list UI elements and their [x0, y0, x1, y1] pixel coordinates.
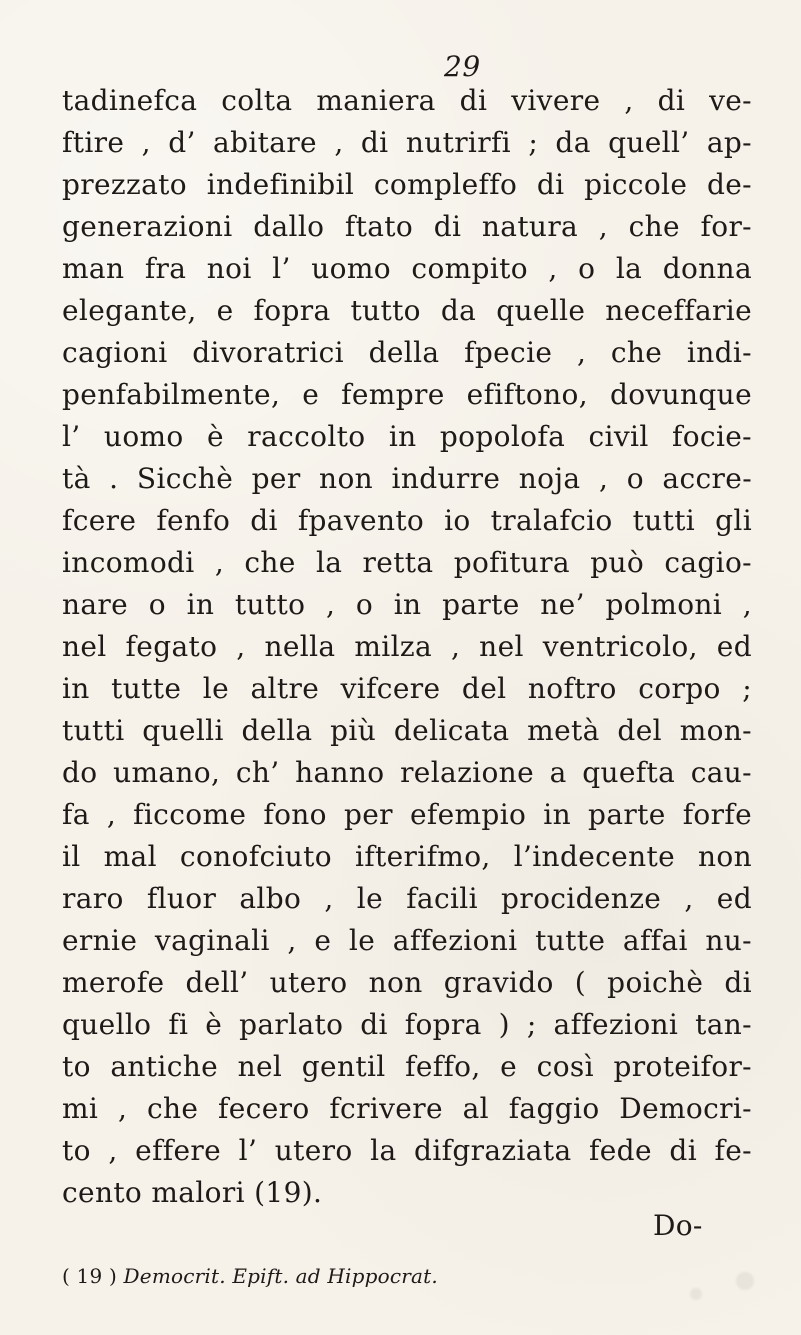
text-line: merofe dell’ utero non gravido ( poichè di: [62, 966, 752, 999]
text-line: elegante, e fopra tutto da quelle neceffarie: [62, 294, 752, 327]
text-line: cagioni divoratrici della fpecie , che indi-: [62, 336, 752, 369]
catchword: Do-: [653, 1209, 703, 1242]
text-line: fa , ficcome fono per efempio in parte forfe: [62, 798, 752, 831]
text-line: penfabilmente, e fempre efiftono, dovunque: [62, 378, 752, 411]
text-line: tadinefca colta maniera di vivere , di ve-: [62, 84, 752, 117]
footnote: [62, 1264, 438, 1288]
text-line: ftire , d’ abitare , di nutrirfi ; da quell’ ap-: [62, 126, 752, 159]
text-line: il mal conofciuto ifterifmo, l’indecente non: [62, 840, 752, 873]
text-line: to , effere l’ utero la difgraziata fede di fe-: [62, 1134, 752, 1167]
text-line: fcere fenfo di fpavento io tralafcio tutti gli: [62, 504, 752, 537]
text-line: do umano, ch’ hanno relazione a quefta cau-: [62, 756, 752, 789]
text-line: ernie vaginali , e le affezioni tutte affai nu-: [62, 924, 752, 957]
body-text: [62, 80, 752, 1214]
text-line: nare o in tutto , o in parte ne’ polmoni ,: [62, 588, 752, 621]
text-line: tà . Sicchè per non indurre noja , o accre-: [62, 462, 752, 495]
footnote-citation: Democrit. Epift. ad Hippocrat.: [123, 1264, 438, 1288]
text-line: to antiche nel gentil feffo, e così proteifor-: [62, 1050, 752, 1083]
text-line: tutti quelli della più delicata metà del mon-: [62, 714, 752, 747]
text-line: mi , che fecero fcrivere al faggio Democri-: [62, 1092, 752, 1125]
text-line: incomodi , che la retta pofitura può cagio-: [62, 546, 752, 579]
text-line: generazioni dallo ftato di natura , che for-: [62, 210, 752, 243]
footnote-reference: ( 19 ): [62, 1264, 117, 1288]
text-line: quello fi è parlato di fopra ) ; affezioni tan-: [62, 1008, 752, 1041]
paper-mark: [736, 1272, 754, 1290]
text-line: raro fluor albo , le facili procidenze , ed: [62, 882, 752, 915]
text-line: man fra noi l’ uomo compito , o la donna: [62, 252, 752, 285]
text-line: prezzato indefinibil compleffo di piccole de-: [62, 168, 752, 201]
page-number: 29: [444, 50, 481, 83]
text-line: cento malori (19).: [62, 1176, 323, 1209]
text-line: l’ uomo è raccolto in popolofa civil focie-: [62, 420, 752, 453]
text-line: nel fegato , nella milza , nel ventricolo, ed: [62, 630, 752, 663]
text-line: in tutte le altre vifcere del noftro corpo ;: [62, 672, 752, 705]
paper-mark: [690, 1288, 702, 1300]
